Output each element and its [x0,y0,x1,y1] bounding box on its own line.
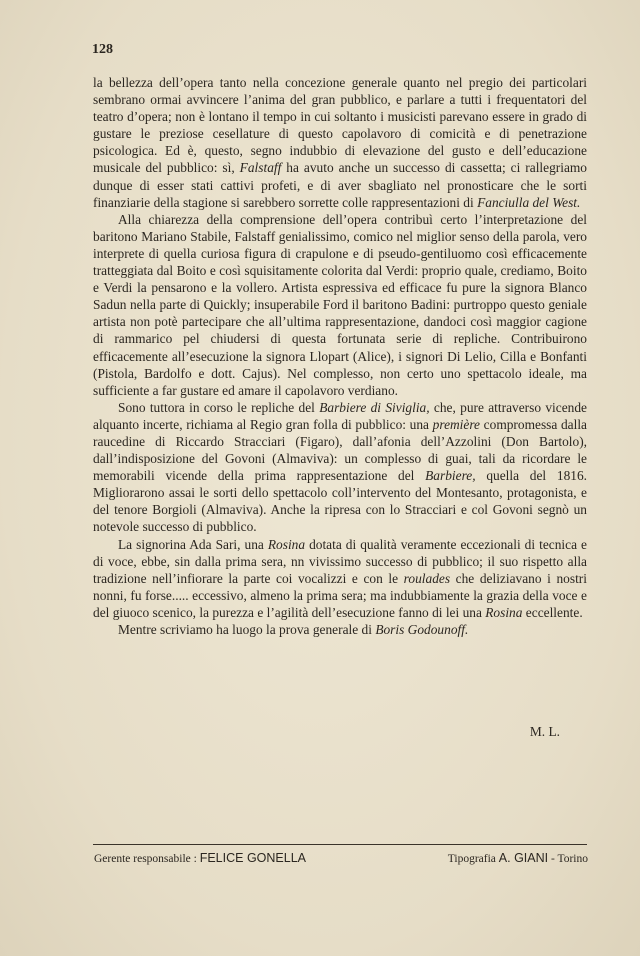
text-run: dotata di qualità veramente eccezionali di tecnica e di voce, ebbe, sin dalla prima sera, nn vivissimo successo di pubblico; il suo rispetto alla tradizione nell’infiorare la parte coi vocalizzi e con le [93,536,587,586]
text-run: La signorina Ada Sari, una [118,536,268,552]
italic-text: Falstaff [239,160,282,176]
italic-text: Boris Godounoff. [375,622,469,637]
paragraph [93,399,587,536]
italic-text: Barbiere, [425,468,476,484]
paragraph [93,74,587,211]
footer-printer-label: Tipografia [447,853,499,865]
article-body [93,74,587,638]
footer-printer-name: A. GIANI [498,851,549,865]
italic-text: Rosina [485,604,523,620]
italic-text: Barbiere di Siviglia, [319,399,430,415]
paragraph [93,536,587,621]
text-run: compromessa dalla raucedine di Riccardo Stracciari (Figaro), dall’afonia dell’Azzolini (Don Bartolo), dall’indisposizione del Govoni (Almaviva): un complesso di guai, tali da ricordare le memorabili vicende della prima rappresentazione del [93,416,587,484]
paragraph [93,211,587,399]
text-run: eccellente. [522,604,583,620]
footer-rule [93,844,587,845]
text-run: quella del 1816. Migliorarono assai le sorti dello spettacolo coll’intervento del Montesanto, protagonista, e del tenore Borgioli (Almaviva). Anche la ripresa con lo Stracciari e col Govoni segnò un notevole successo di pubblico. [93,468,587,535]
text-run: Sono tuttora in corso le repliche del [118,399,320,415]
italic-text: première [432,416,481,432]
italic-text: roulades [403,570,451,586]
text-run: la bellezza dell’opera tanto nella concezione generale quanto nel pregio dei particolari sembrano ormai avvincere l’anima del gran pubblico, e parlare a tutti i frequentatori del teatro d’opera; non è lontano il tempo in cui soltanto i musicisti parevano essere in grado di gustare le preziose cesellature di questo capolavoro di comicità e di penetrazione psicologica. Ed è, questo, segno indubbio di elevazione del gusto e dell’educazione musicale del pubblico: sì, [93,75,587,176]
footer-manager-name: FELICE GONELLA [199,851,306,865]
footer-printer [448,851,588,865]
text-run: Mentre scriviamo ha luogo la prova generale di [118,622,376,637]
footer-manager-label: Gerente responsabile : [94,853,200,865]
italic-text: Fanciulla del West. [477,194,581,210]
italic-text: Rosina [267,536,306,552]
text-run: che, pure attraverso vicende alquanto incerte, richiama al Regio gran folla di pubblico: una [93,399,587,432]
footer-manager [94,851,306,865]
text-run: Alla chiarezza della comprensione dell’opera contribuì certo l’interpretazione del baritono Mariano Stabile, Falstaff genialissimo, comico nel miglior senso della parola, vero interprete di quella curiosa figura di crapulone e di pseudo-gentiluomo così efficacemente tratteggiata dal Boito e così squisitamente colorita dal Verdi: proprio quale, crediamo, Boito e Verdi la pensarono e la vollero. Artista espressiva ed efficace fu pure la signora Blanco Sadun nella parte di Quickly; insuperabile Ford il baritono Badini: purtroppo questo geniale artista non potè partecipare che all’ultima rappresentazione, dandoci così maggior cagione di rammarico pel chiudersi di questa fortunata serie di repliche. Contribuirono efficacemente all’esecuzione la signora Llopart (Alice), i signori Di Lelio, Cilla e Bonfanti (Pistola, Bardolfo e dott. Cajus). Nel complesso, non certo uno spettacolo ideale, ma sufficiente a far gustare ed amare il capolavoro verdiano. [93,211,587,398]
author-signature: M. L. [529,724,560,739]
footer-printer-city: - Torino [548,853,588,865]
page-number: 128 [92,42,113,57]
text-run: che deliziavano i nostri nonni, fu forse..... eccessivo, almeno la prima sera; ma indubbiamente la grazia della voce e del giuoco scenico, la purezza e l’agilità dell’esecuzione fanno di lei una [93,570,587,620]
text-run: ha avuto anche un successo di cassetta; ci rallegriamo dunque di esser stati cattivi profeti, e di aver sbagliato nel pronosticare che le sorti finanziarie della stagione si sarebbero sorrette colle rappresentazioni di [93,160,588,210]
paragraph [93,621,587,638]
